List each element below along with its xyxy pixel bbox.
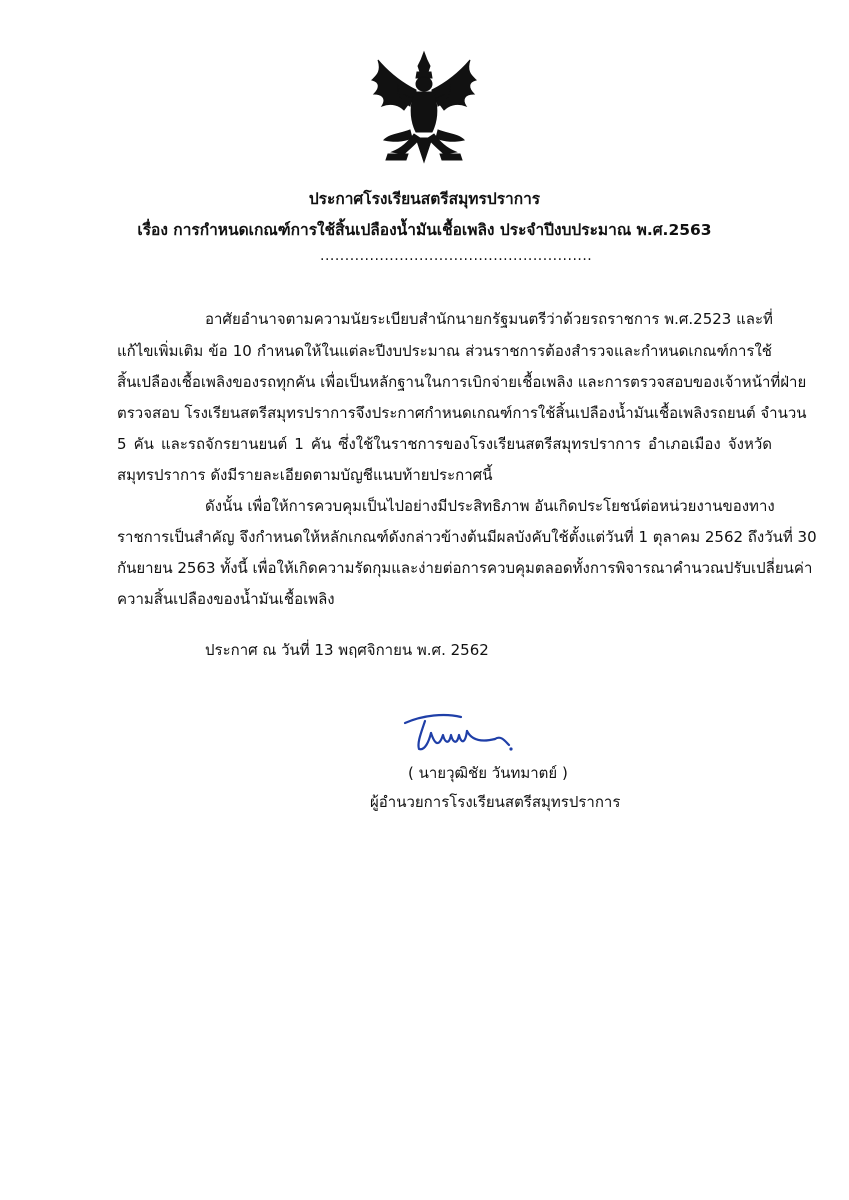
announcement-date: ประกาศ ณ วันที่ 13 พฤศจิกายน พ.ศ. 2562 (205, 641, 489, 659)
announcement-title: ประกาศโรงเรียนสตรีสมุทรปราการ (308, 190, 541, 208)
signature-icon (395, 705, 525, 760)
signer-name: ( นายวุฒิชัย วันทมาตย์ ) (408, 764, 568, 782)
signer-position: ผู้อำนวยการโรงเรียนสตรีสมุทรปราการ (370, 793, 621, 811)
dotted-separator: ....................................................... (320, 248, 593, 264)
announcement-subject: เรื่อง การกำหนดเกณฑ์การใช้สิ้นเปลืองน้ำมันเชื้อเพลิง ประจำปีงบประมาณ พ.ศ.2563 (137, 221, 712, 239)
body-line: สมุทรปราการ ดังมีรายละเอียดตามบัญชีแนบท้ายประกาศนี้ (117, 466, 493, 484)
body-line: สิ้นเปลืองเชื้อเพลิงของรถทุกคัน เพื่อเป็นหลักฐานในการเบิกจ่ายเชื้อเพลิง และการตรวจสอบของเจ้าหน้าที่ฝ่าย (117, 373, 807, 391)
body-line: ความสิ้นเปลืองของน้ำมันเชื้อเพลิง (117, 590, 335, 608)
body-line: แก้ไขเพิ่มเติม ข้อ 10 กำหนดให้ในแต่ละปีงบประมาณ ส่วนราชการต้องสำรวจและกำหนดเกณฑ์การใช้ (117, 342, 772, 360)
body-line: 5 คัน และรถจักรยานยนต์ 1 คัน ซึ่งใช้ในราชการของโรงเรียนสตรีสมุทรปราการ อำเภอเมือง จังหวัด (117, 435, 772, 453)
body-line: ตรวจสอบ โรงเรียนสตรีสมุทรปราการจึงประกาศกำหนดเกณฑ์การใช้สิ้นเปลืองน้ำมันเชื้อเพลิงรถยนต์ จำนวน (117, 404, 807, 422)
body-line: ราชการเป็นสำคัญ จึงกำหนดให้หลักเกณฑ์ดังกล่าวข้างต้นมีผลบังคับใช้ตั้งแต่วันที่ 1 ตุลาคม 2562 ถึงวันที่ 30 (117, 528, 817, 546)
body-line: ดังนั้น เพื่อให้การควบคุมเป็นไปอย่างมีประสิทธิภาพ อันเกิดประโยชน์ต่อหน่วยงานของทาง (205, 497, 775, 515)
garuda-emblem-icon (364, 50, 484, 168)
body-line: กันยายน 2563 ทั้งนี้ เพื่อให้เกิดความรัดกุมและง่ายต่อการควบคุมตลอดทั้งการพิจารณาคำนวณปรับเปลี่ยนค่า (117, 559, 813, 577)
body-line: อาศัยอำนาจตามความนัยระเบียบสำนักนายกรัฐมนตรีว่าด้วยรถราชการ พ.ศ.2523 และที่ (205, 310, 773, 328)
